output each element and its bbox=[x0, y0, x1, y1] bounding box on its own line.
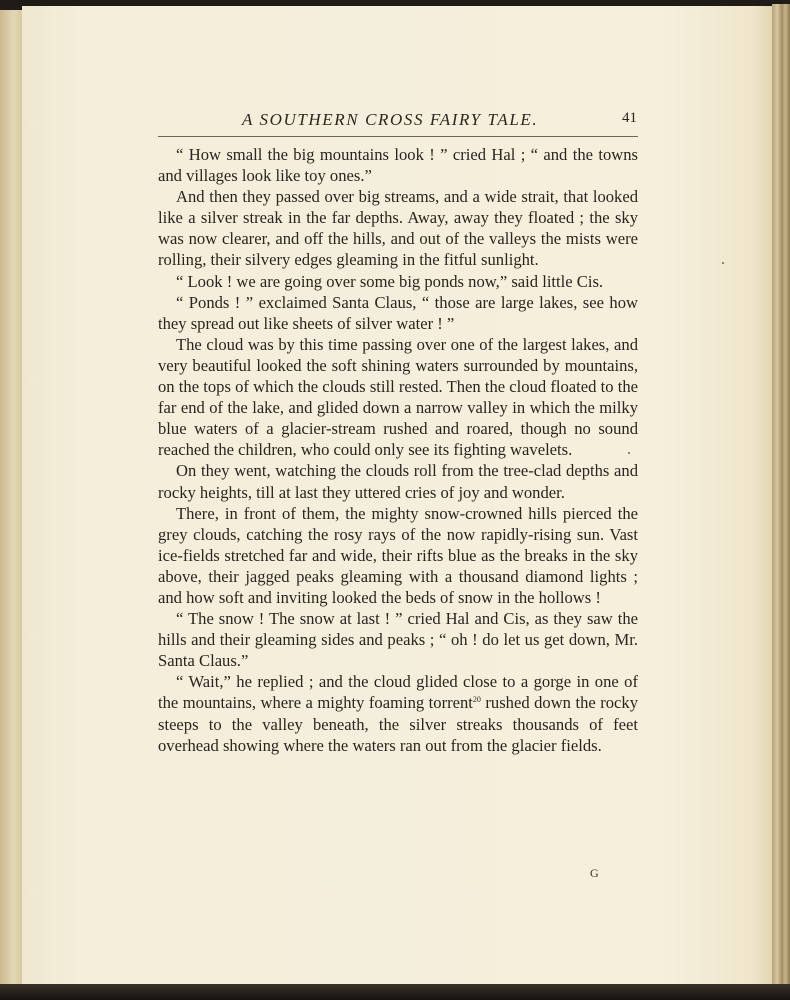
paragraph: On they went, watching the clouds roll from the tree-clad depths and rocky heights, till at last they uttered cries of joy and wonder. bbox=[158, 461, 638, 502]
body-text bbox=[158, 144, 638, 756]
paragraph: “ How small the big mountains look ! ” cried Hal ; “ and the towns and villages look like toy ones.” bbox=[158, 145, 638, 186]
header-rule bbox=[158, 136, 638, 137]
signature-mark: G bbox=[590, 866, 599, 880]
paragraph-text: “ Wait,” he replied ; and the cloud glided close to a gorge in one of the mountains, where a mighty foaming torrent bbox=[158, 672, 638, 713]
scan-border bbox=[0, 984, 790, 1000]
paragraph: “ Ponds ! ” exclaimed Santa Claus, “ those are large lakes, see how they spread out like sheets of silver water ! ” bbox=[158, 292, 638, 333]
page-number: 41 bbox=[622, 110, 637, 126]
paper-speck bbox=[722, 262, 724, 264]
paragraph-text: rushed down the rocky steeps to the valley beneath, the silver streaks thousands of feet overhead showing where the waters ran out from the glacier fields. bbox=[158, 693, 638, 755]
paragraph: The cloud was by this time passing over one of the largest lakes, and very beautiful looked the soft shining waters surrounded by mountains, on the tops of which the clouds still rested. Then the cloud floated to the far end of the lake, and glided down a narrow valley in which the milky blue waters of a glacier-stream rushed and roared, though no sound reached the children, who could only see its fighting wavelets. bbox=[158, 334, 638, 460]
paper-speck bbox=[628, 452, 630, 454]
running-title: A SOUTHERN CROSS FAIRY TALE. bbox=[242, 110, 539, 129]
paragraph: “ Look ! we are going over some big ponds now,” said little Cis. bbox=[176, 271, 604, 291]
paragraph: And then they passed over big streams, and a wide strait, that looked like a silver streak in the far depths. Away, away they floated ; the sky was now clearer, and off the hills, and out of the valleys the mists were rolling, their silvery edges gleaming in the fitful sunlight. bbox=[158, 187, 638, 270]
note-reference: 20 bbox=[472, 695, 481, 705]
paragraph: “ The snow ! The snow at last ! ” cried Hal and Cis, as they saw the hills and their gleaming sides and peaks ; “ oh ! do let us get down, Mr. Santa Claus.” bbox=[158, 609, 638, 671]
book-edge bbox=[772, 4, 790, 989]
facing-page-edge bbox=[0, 10, 23, 985]
running-head bbox=[0, 110, 790, 134]
paragraph bbox=[158, 671, 638, 755]
paragraph: There, in front of them, the mighty snow-crowned hills pierced the grey clouds, catching the rosy rays of the now rapidly-rising sun. Vast ice-fields stretched far and wide, their rifts blue as the breaks in the sky above, their jagged peaks gleaming with a thousand diamond lights ; and how soft and inviting looked the beds of snow in the hollows ! bbox=[158, 503, 638, 607]
